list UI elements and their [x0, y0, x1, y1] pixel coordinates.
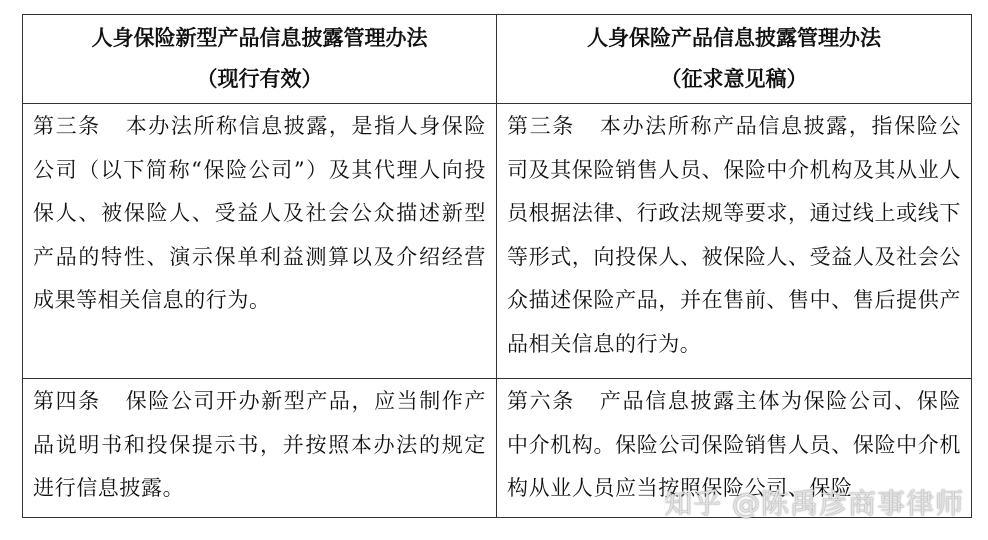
article-paragraph [507, 104, 961, 366]
left-header-subtitle: （现行有效） [196, 66, 323, 91]
watermark: 知乎 @陈禹彦商事律师 [664, 487, 964, 520]
article-number: 第四条 [33, 389, 101, 413]
table-row [23, 379, 972, 518]
comparison-table [22, 14, 972, 518]
left-header-title: 人身保险新型产品信息披露管理办法 [91, 25, 428, 50]
left-header-cell [23, 15, 497, 104]
left-article-cell [23, 104, 497, 379]
table-row [23, 104, 972, 379]
right-header-subtitle: （征求意见稿） [660, 66, 808, 91]
right-article-cell [497, 104, 972, 379]
article-paragraph [33, 104, 486, 323]
right-header-cell [497, 15, 972, 104]
left-article-cell [23, 379, 497, 518]
header-row [23, 15, 972, 104]
article-paragraph [507, 379, 961, 511]
article-number: 第三条 [507, 114, 575, 138]
article-text: 本办法所称产品信息披露，指保险公司及其保险销售人员、保险中介机构及其从业人员根据法律、行政法规等要求，通过线上或线下等形式，向投保人、被保险人、受益人及社会公众描述保险产品，并在售前、售中、售后提供产品相关信息的行为。 [507, 114, 961, 356]
article-text: 产品信息披露主体为保险公司、保险中介机构。保险公司保险销售人员、保险中介机构从业人员应当按照保险公司、保险 [507, 389, 961, 500]
right-header-title: 人身保险产品信息披露管理办法 [587, 25, 881, 50]
article-number: 第六条 [507, 389, 575, 413]
article-text: 本办法所称信息披露，是指人身保险公司（以下简称“保险公司”）及其代理人向投保人、被保险人、受益人及社会公众描述新型产品的特性、演示保单利益测算以及介绍经营成果等相关信息的行为。 [33, 114, 486, 312]
article-text: 保险公司开办新型产品，应当制作产品说明书和投保提示书，并按照本办法的规定进行信息披露。 [33, 389, 486, 500]
article-number: 第三条 [33, 114, 101, 138]
article-paragraph [33, 379, 486, 511]
right-article-cell [497, 379, 972, 518]
